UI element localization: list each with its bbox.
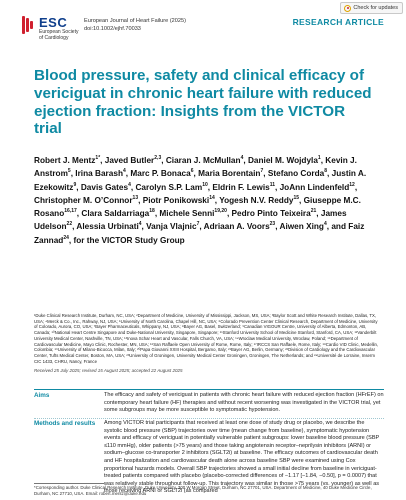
study-group: , for the VICTOR Study Group: [68, 235, 185, 245]
abstract-top-rule: [34, 389, 384, 390]
journal-doi[interactable]: doi:10.1002/ejhf.70033: [84, 25, 141, 32]
author-affiliation-marker: 6: [190, 168, 194, 175]
author-name: Kevin J. Anstrom: [34, 155, 357, 178]
author-affiliation-marker: 1: [317, 155, 321, 161]
affiliations: ¹Duke Clinical Research Institute, Durham, NC, USA; ²Department of Medicine, University of Mississippi, Jackson, MS, USA; ³Baylor Scott and White Research Institute, Dallas, TX, USA; ⁴Merck & Co., Inc., Rahway, NJ, USA; ⁵University of North Carolina, Chapel Hill, NC, USA; ⁶Colorado Prevention Center Clinical Research, Department of Medicine, University of Colorado, Aurora, CO, USA; ⁷Bayer Pharmaceuticals, Whippany, NJ, USA; ⁸Bayer AG, Basel, Switzerland; ⁹Canadian VIGOUR Centre, University of Alberta, Edmonton, AB, Canada; ¹⁰National Heart Centre Singapore and Duke-National University, Singapore, Singapore; ¹¹Stanford University School of Medicine Stanford, Stanford, CA, USA; ¹²Vanderbilt University Medical Center, Nashville, TN, USA; ¹³Inova Schar Heart and Vascular, Falls Church, VA, USA; ¹⁴Wroclaw Medical University, Wroclaw, Poland; ¹⁵Department of Cardiovascular Medicine, Mayo Clinic, Rochester, MN, USA; ¹⁶San Raffaele Open University of Rome, Rome, Italy; ¹⁷IRCCS San Raffaele, Rome, Italy; ¹⁸Cardio VID Clinic, Medellin, Colombia; ¹⁹University of Milano-Bicocca, Milan, Italy; ²⁰Papa Giovanni XXIII Hospital, Bergamo, Italy; ²¹Bayer AG, Berlin, Germany; ²²Division of Cardiology and the Cardiovascular Center, Tufts Medical Center, Boston, MA, USA; ²³University of Groningen, University Medical Center Groningen, Groningen, The Netherlands; and ²⁴Université de Lorraine, Inserm CIC 1433, CHRU, Nancy, France: [34, 313, 379, 364]
logo-line2: of Cardiology: [39, 35, 69, 41]
author-affiliation-marker: 14: [209, 194, 215, 201]
author-affiliation-marker: 7: [260, 168, 264, 175]
footnote-rule: [34, 483, 104, 484]
author-name: Adriaan A. Voors: [203, 222, 270, 231]
page-header: [22, 16, 384, 46]
logo-abbrev: ESC: [39, 15, 68, 30]
author-name: Piotr Ponikowski: [142, 195, 210, 205]
author-affiliation-marker: 11: [269, 181, 275, 188]
author-affiliation-marker: 10: [202, 181, 208, 188]
journal-name: European Journal of Heart Failure (2025): [84, 18, 186, 24]
received-dates: Received 25 July 2025; revised 15 August 2025; accepted 22 August 2025: [34, 368, 183, 373]
methods-label: Methods and results: [34, 420, 96, 427]
author-affiliation-marker: 18: [149, 208, 155, 214]
author-name: Faiz Zannad: [34, 222, 365, 245]
author-affiliation-marker: 12: [349, 181, 355, 188]
author-name: Irina Barash: [75, 169, 123, 178]
author-name: Davis Gates: [80, 182, 129, 192]
methods-text: Among VICTOR trial participants that received at least one dose of study drug or placebo, we describe the systolic blood pressure (SBP) trajectories over time (mean change from baseline), symptomatic hypotension events and efficacy of vericiguat in potentially vulnerable patient subgroups: lower baseline blood pressure (SBP ≤110 mmHg), older patients (>75 years) and those taking angiotensin receptor–neprilysin inhibitors (ARNI) or sodium–glucose co-transporter 2 inhibitors (SGLT2i) at baseline. The efficacy outcomes of cardiovascular death and HF hospitalization and cardiovascular death alone across baseline SBP were examined using Cox proportional hazards models. Overall SBP trajectories showed a small initial decline from baseline in vericiguat-treated patients compared with placebo (placebo-corrected differences of −1.17 [−1.84, −0.50], p = 0.0007) that was relatively stable throughout follow-up. This trajectory was similar in those >75 years (vs. younger) as well as those receiving ARNI or SGLT2i (as compared: [104, 420, 380, 495]
author-affiliation-marker: 24: [63, 234, 69, 241]
journal-info: [84, 18, 186, 33]
author-affiliation-marker: 4: [323, 221, 327, 228]
author-affiliation-marker: 22: [66, 221, 73, 228]
author-name: Aiwen Xing: [279, 222, 324, 231]
abstract-aims: [34, 392, 384, 415]
author-affiliation-marker: 4: [138, 221, 142, 228]
author-affiliation-marker: 2,3: [154, 155, 162, 161]
aims-label: Aims: [34, 392, 50, 399]
author-name: Pedro Pinto Teixeira: [231, 208, 311, 218]
author-name: Carolyn S.P. Lam: [135, 182, 203, 192]
correspondence-note: *Corresponding author. Duke Clinical Research Institute, Duke University, 300 W Morgan Street, Durham, NC 27701, USA. Department of Medicine, 40 Duke Medicine Circle, Durham, NC 27710, USA. Email: robert.mentz@duke.edu: [34, 485, 372, 496]
author-name: James Udelson: [34, 208, 347, 231]
check-for-updates-badge[interactable]: [340, 2, 403, 14]
author-name: Vanja Vlajnic: [146, 222, 197, 231]
author-name: Alessia Urbinati: [76, 222, 139, 231]
author-name: Daniel M. Wojdyla: [247, 155, 318, 165]
author-affiliation-marker: 7: [196, 221, 200, 228]
abstract-divider: [34, 418, 384, 419]
author-name: Eldrin F. Lewis: [212, 182, 270, 192]
aims-text: The efficacy and safety of vericiguat in patients with chronic heart failure with reduced ejection fraction (HFrEF) on contemporary heart failure (HF) therapies and without recent worsening was investigated in the VICTOR trial, yet some subgroups may be more susceptible to symptomatic hypotension.: [104, 392, 384, 414]
author-name: Robert J. Mentz: [34, 155, 96, 165]
author-name: Christopher M. O’Connor: [34, 195, 133, 205]
author-affiliation-marker: 16,17: [64, 208, 77, 214]
logo-line1: European Society: [39, 29, 79, 35]
author-affiliation-marker: 5: [67, 168, 71, 175]
author-affiliation-marker: 8: [324, 168, 328, 175]
author-affiliation-marker: 4: [240, 155, 244, 161]
author-affiliation-marker: 23: [269, 221, 276, 228]
author-name: Yogesh N.V. Reddy: [219, 195, 294, 205]
author-affiliation-marker: 21: [310, 208, 317, 214]
author-name: Marc P. Bonaca: [130, 169, 191, 178]
article-title: Blood pressure, safety and clinical efficacy of vericiguat in chronic heart failure with reduced ejection fraction: Insights from the VICTOR trial: [34, 67, 372, 138]
author-name: Justin A. Ezekowitz: [34, 169, 367, 192]
author-name: Ciaran J. McMullan: [165, 155, 241, 165]
author-affiliation-marker: 9: [73, 181, 77, 188]
esc-logo-icon: [22, 16, 36, 34]
esc-logo: [22, 16, 78, 41]
author-name: Clara Saldarriaga: [81, 208, 150, 218]
author-affiliation-marker: 15: [293, 194, 300, 201]
author-affiliation-marker: 4: [128, 181, 131, 188]
check-for-updates-label: Check for updates: [353, 5, 398, 11]
author-name: Javed Butler: [104, 155, 155, 165]
author-name: Michele Senni: [159, 208, 215, 218]
author-name: Maria Borentain: [198, 169, 261, 178]
author-name: JoAnn Lindenfeld: [279, 182, 350, 192]
crossmark-icon: [344, 5, 351, 12]
author-affiliation-marker: 4: [122, 168, 126, 175]
author-list: Robert J. Mentz$^{1*}$, Javed Butler$^{2,3}$, Ciaran J. McMullan$^4$, Daniel M. Wojdyla$^1$, Kevin J. Anstrom$^5$, Irina Barash$^4$, Marc P. Bonaca$^6$, Maria Borentain$^7$, Stefano Corda$^8$, Justin A. Ezekowitz$^9$, Davis Gates$^4$, Carolyn S.P. Lam$^{10}$, Eldrin F. Lewis$^{11}$, JoAnn Lindenfeld$^{12}$, Christopher M. O’Connor$^{13}$, Piotr Ponikowski$^{14}$, Yogesh N.V. Reddy$^{15}$, Giuseppe M.C. Rosano$^{16,17}$, Clara Saldarriaga$^{18}$, Michele Senni$^{19,20}$, Pedro Pinto Teixeira$^{21}$, James Udelson$^{22}$, Alessia Urbinati$^4$, Vanja Vlajnic$^7$, Adriaan A. Voors$^{23}$, Aiwen Xing$^4$, and Faiz Zannad$^{24}$, for the VICTOR Study Group: [34, 155, 367, 245]
author-name: Giuseppe M.C. Rosano: [34, 195, 361, 218]
article-type-label: RESEARCH ARTICLE: [292, 17, 384, 27]
author-name: Stefano Corda: [267, 169, 325, 178]
author-affiliation-marker: 13: [132, 194, 139, 201]
author-affiliation-marker: 1*: [95, 155, 101, 161]
author-affiliation-marker: 19,20: [214, 208, 227, 214]
